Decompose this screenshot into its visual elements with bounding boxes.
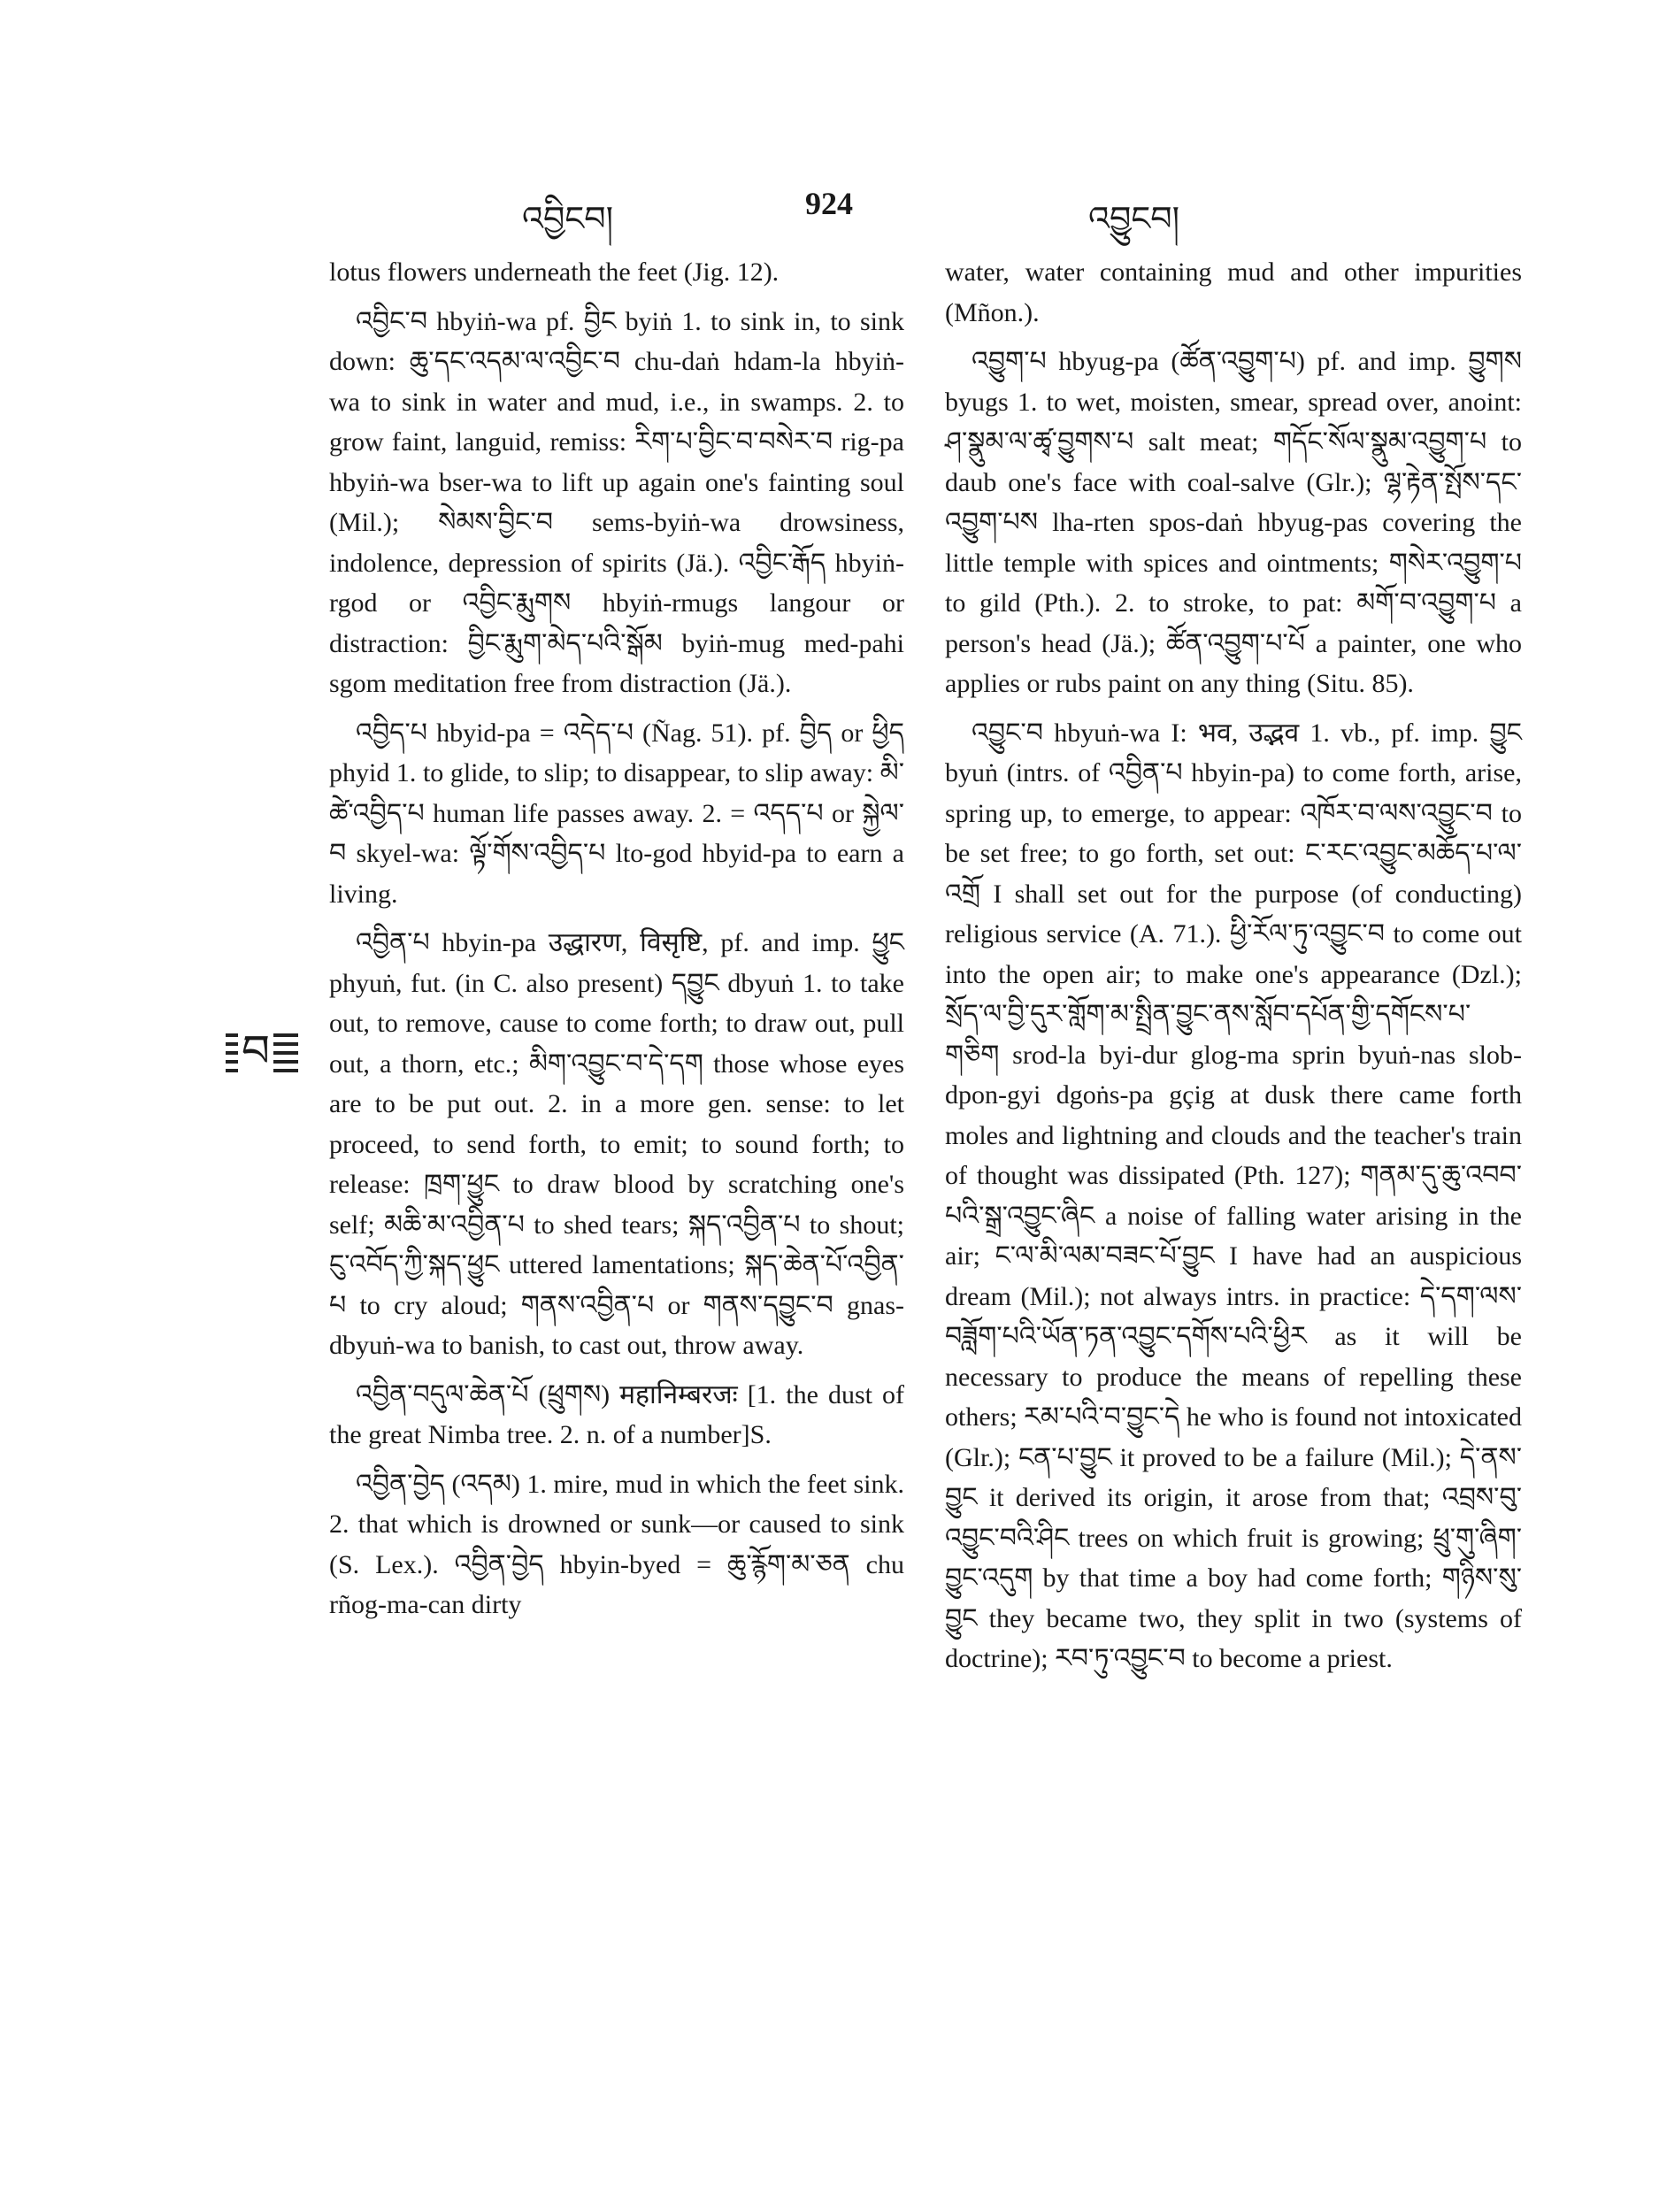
header-right-word: འབྱུངབ། (1088, 199, 1180, 238)
page-header (319, 181, 1310, 238)
entry-continuation: water, water containing mud and other impurities (Mñon.). (945, 257, 1522, 327)
right-column (945, 252, 1522, 1688)
left-column (329, 252, 904, 1634)
entry-hbyug-pa: འབྱུག་པ hbyug-pa (ཚོན་འབྱུག་པ) pf. and imp. བྱུགས byugs 1. to wet, moisten, smear, spread over, anoint: ཤ་སྣུམ་ལ་ཚྭ་བྱུགས་པ salt meat; གདོང་སོལ་སྣུམ་འབྱུག་པ to daub one's face with coal-salve (Glr.); ལྷ་རྟེན་སྤོས་དང་འབྱུག་པས lha-rten spos-daṅ hbyug-pas covering the little temple with spices and ointments; གསེར་འབྱུག་པ to gild (Pth.). 2. to stroke, to pat: མགོ་བ་འབྱུག་པ a person's head (Jä.); ཚོན་འབྱུག་པ་པོ a painter, one who applies or rubs paint on any thing (Situ. 85). (945, 347, 1522, 698)
header-left-word: འབྱིངབ། (522, 199, 614, 238)
entry-hbyin-byed: འབྱིན་བྱེད (འདམ) 1. mire, mud in which the feet sink. 2. that which is drowned or sunk—or caused to sink (S. Lex.). འབྱིན་བྱེད hbyin-byed = ཆུ་རྙོག་མ་ཅན chu rñog-ma-can dirty (329, 1469, 904, 1619)
entry-hbyin-wa: འབྱིང་བ hbyiṅ-wa pf. བྱིང byiṅ 1. to sink in, to sink down: ཆུ་དང་འདམ་ལ་འབྱིང་བ chu-daṅ hdam-la hbyiṅ-wa to sink in water and mud, i.e., in swamps. 2. to grow faint, languid, remiss: རིག་པ་བྱིང་བ་བསེར་བ rig-pa hbyiṅ-wa bser-wa to lift up again one's fainting soul (Mil.); སེམས་བྱིང་བ sems-byiṅ-wa drowsiness, indolence, depression of spirits (Jä.). འབྱིང་རྒོད hbyiṅ-rgod or འབྱིང་རྨུགས hbyiṅ-rmugs langour or distraction: བྱིང་རྨུག་མེད་པའི་སྒོམ byiṅ-mug med-pahi sgom meditation free from distraction (Jä.). (329, 306, 904, 698)
thumb-index-marker (226, 1026, 298, 1078)
entry-hbyin-bdul: འབྱིན་བདུལ་ཆེན་པོ (ཕྲུགས) महानिम्बरजः [1. the dust of the great Nimba tree. 2. n. of a number]S. (329, 1379, 904, 1449)
entry-hbyid-pa: འབྱིད་པ hbyid-pa = འདེད་པ (Ñag. 51). pf. བྱིད or ཕྱིད phyid 1. to glide, to slip; to disappear, to slip away: མི་ཚེ་འབྱིད་པ human life passes away. 2. = འདད་པ or སྐྱེལ་བ skyel-wa: ལྟོ་གོས་འབྱིད་པ lto-god hbyid-pa to earn a living. (329, 718, 904, 909)
entry-hbyin-pa: འབྱིན་པ hbyin-pa उद्धारण, विसृष्टि, pf. and imp. ཕྱུང phyuṅ, fut. (in C. also present) དབྱུང dbyuṅ 1. to take out, to remove, cause to come forth; to draw out, pull out, a thorn, etc.; མིག་འབྱུང་བ་དེ་དག those whose eyes are to be put out. 2. in a more gen. sense: to let proceed, to send forth, to emit; to sound forth; to release: ཁྲག་ཕྱུང to draw blood by scratching one's self; མཆི་མ་འབྱིན་པ to shed tears; སྐད་འབྱིན་པ to shout; ངུ་འབོད་ཀྱི་སྐད་ཕྱུང uttered lamentations; སྐད་ཆེན་པོ་འབྱིན་པ to cry aloud; གནས་འབྱིན་པ or གནས་དབྱུང་བ gnas-dbyuṅ-wa to banish, to cast out, throw away. (329, 928, 904, 1360)
entry-hbyun-wa: འབྱུང་བ hbyuṅ-wa I: भव, उद्भव 1. vb., pf. imp. བྱུང byuṅ (intrs. of འབྱིན་པ hbyin-pa) to come forth, arise, spring up, to emerge, to appear: འཁོར་བ་ལས་འབྱུང་བ to be set free; to go forth, set out: ང་རང་འབྱུང་མཆོད་པ་ལ་འགྲོ I shall set out for the purpose (of conducting) religious service (A. 71.). ཕྱི་རོལ་ཏུ་འབྱུང་བ to come out into the open air; to make one's appearance (Dzl.); སྲོད་ལ་བྱི་དུར་གློག་མ་སྤྲིན་བྱུང་ནས་སློབ་དཔོན་གྱི་དགོངས་པ་གཅིག srod-la byi-dur glog-ma sprin byuṅ-nas slob-dpon-gyi dgoṅs-pa gçig at dusk there came forth moles and lightning and clouds and the teacher's train of thought was dissipated (Pth. 127); གནམ་དུ་ཆུ་འབབ་པའི་སྒྲ་འབྱུང་ཞིང a noise of falling water arising in the air; ང་ལ་མི་ལམ་བཟང་པོ་བྱུང I have had an auspicious dream (Mil.); not always intrs. in practice: དེ་དག་ལས་བཟློག་པའི་ཡོན་ཏན་འབྱུང་དགོས་པའི་ཕྱིར as it will be necessary to produce the means of repelling these others; རམ་པའི་བ་བྱུང་དེ he who is found not intoxicated (Glr.); ངན་པ་བྱུང it proved to be a failure (Mil.); དེ་ནས་བྱུང it derived its origin, it arose from that; འབྲས་བུ་འབྱུང་བའི་ཤིང trees on which fruit is growing; ཕྲུ་གུ་ཞིག་བྱུང་འདུག by that time a boy had come forth; གཉིས་སུ་བྱུང they became two, they split in two (systems of doctrine); རབ་ཏུ་འབྱུང་བ to become a priest. (945, 718, 1522, 1673)
page-number: 924 (805, 186, 853, 221)
entry-continuation: lotus flowers underneath the feet (Jig. 12). (329, 257, 780, 287)
tibetan-letter-icon: བ (238, 1025, 273, 1078)
